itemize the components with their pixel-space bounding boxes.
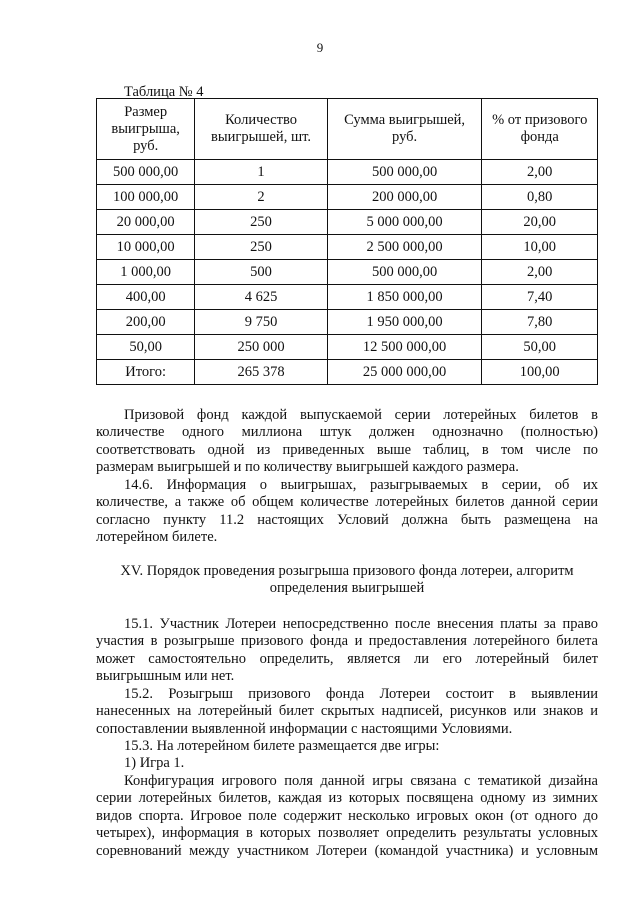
cell-prize-size: 1 000,00 — [97, 260, 195, 285]
cell-prize-count: 250 000 — [195, 335, 327, 360]
cell-prize-sum: 5 000 000,00 — [327, 210, 482, 235]
table-caption: Таблица № 4 — [124, 84, 204, 100]
cell-prize-sum: 1 850 000,00 — [327, 285, 482, 310]
cell-prize-sum: 12 500 000,00 — [327, 335, 482, 360]
cell-prize-sum: 1 950 000,00 — [327, 310, 482, 335]
cell-total-sum: 25 000 000,00 — [327, 360, 482, 385]
cell-prize-size: 10 000,00 — [97, 235, 195, 260]
cell-fund-percent: 2,00 — [482, 160, 598, 185]
paragraph-game-1: 1) Игра 1. — [124, 755, 185, 771]
cell-fund-percent: 7,80 — [482, 310, 598, 335]
table-row — [97, 160, 598, 185]
table-row — [97, 235, 598, 260]
cell-prize-count: 1 — [195, 160, 327, 185]
paragraph-15-1: 15.1. Участник Лотереи непосредственно после внесения платы за право участия в розыгрыше призового фонда и предоставления лотерейного билета может самостоятельно определить, является ли его лотерейный билет выигрышным или нет. — [96, 616, 598, 685]
cell-fund-percent: 2,00 — [482, 260, 598, 285]
cell-prize-sum: 2 500 000,00 — [327, 235, 482, 260]
cell-prize-count: 500 — [195, 260, 327, 285]
cell-prize-count: 2 — [195, 185, 327, 210]
cell-fund-percent: 7,40 — [482, 285, 598, 310]
cell-fund-percent: 0,80 — [482, 185, 598, 210]
cell-prize-count: 4 625 — [195, 285, 327, 310]
table-row — [97, 260, 598, 285]
table-header-row — [97, 99, 598, 160]
cell-prize-sum: 500 000,00 — [327, 160, 482, 185]
page-number: 9 — [316, 40, 324, 55]
paragraph-15-3: 15.3. На лотерейном билете размещается две игры: — [124, 738, 440, 754]
cell-prize-sum: 200 000,00 — [327, 185, 482, 210]
header-prize-count: Количество выигрышей, шт. — [195, 99, 327, 160]
cell-prize-size: 400,00 — [97, 285, 195, 310]
prize-table — [96, 98, 598, 385]
table-row — [97, 310, 598, 335]
cell-fund-percent: 50,00 — [482, 335, 598, 360]
cell-prize-size: 500 000,00 — [97, 160, 195, 185]
cell-prize-size: 50,00 — [97, 335, 195, 360]
header-prize-sum: Сумма выигрышей, руб. — [327, 99, 482, 160]
cell-total-percent: 100,00 — [482, 360, 598, 385]
paragraph-15-2: 15.2. Розыгрыш призового фонда Лотереи состоит в выявлении нанесенных на лотерейный билет скрытых надписей, рисунков или знаков и сопоставлении выявленной информации с настоящими Условиями. — [96, 686, 598, 737]
cell-total-count: 265 378 — [195, 360, 327, 385]
cell-prize-count: 9 750 — [195, 310, 327, 335]
cell-fund-percent: 20,00 — [482, 210, 598, 235]
paragraph-prize-fund: Призовой фонд каждой выпускаемой серии лотерейных билетов в количестве одного миллиона штук должен однозначно (полностью) соответствовать одной из приведенных выше таблиц, в том числе по размерам выигрышей и по количеству выигрышей каждого размера. — [96, 407, 598, 476]
cell-prize-size: 200,00 — [97, 310, 195, 335]
cell-prize-size: 20 000,00 — [97, 210, 195, 235]
table-row — [97, 285, 598, 310]
cell-prize-sum: 500 000,00 — [327, 260, 482, 285]
table-row — [97, 210, 598, 235]
table-row — [97, 185, 598, 210]
cell-prize-count: 250 — [195, 210, 327, 235]
table-total-row — [97, 360, 598, 385]
paragraph-game-config: Конфигурация игрового поля данной игры связана с тематикой дизайна серии лотерейных билетов, каждая из которых посвящена одному из зимних видов спорта. Игровое поле содержит несколько игровых окон (от одного до четырех), информация в которых позволяет определить результаты условных соревнований между участником Лотереи (командой участника) и условным — [96, 773, 598, 859]
cell-prize-size: 100 000,00 — [97, 185, 195, 210]
cell-fund-percent: 10,00 — [482, 235, 598, 260]
section-heading: XV. Порядок проведения розыгрыша призового фонда лотереи, алгоритм определения выигрышей — [120, 563, 574, 597]
cell-total-label: Итого: — [97, 360, 195, 385]
table-row — [97, 335, 598, 360]
header-fund-percent: % от призового фонда — [482, 99, 598, 160]
cell-prize-count: 250 — [195, 235, 327, 260]
paragraph-14-6: 14.6. Информация о выигрышах, разыгрываемых в серии, об их количестве, а также об общем количестве лотерейных билетов данной серии согласно пункту 11.2 настоящих Условий должна быть размещена на лотерейном билете. — [96, 477, 598, 546]
header-prize-size: Размер выигрыша, руб. — [97, 99, 195, 160]
